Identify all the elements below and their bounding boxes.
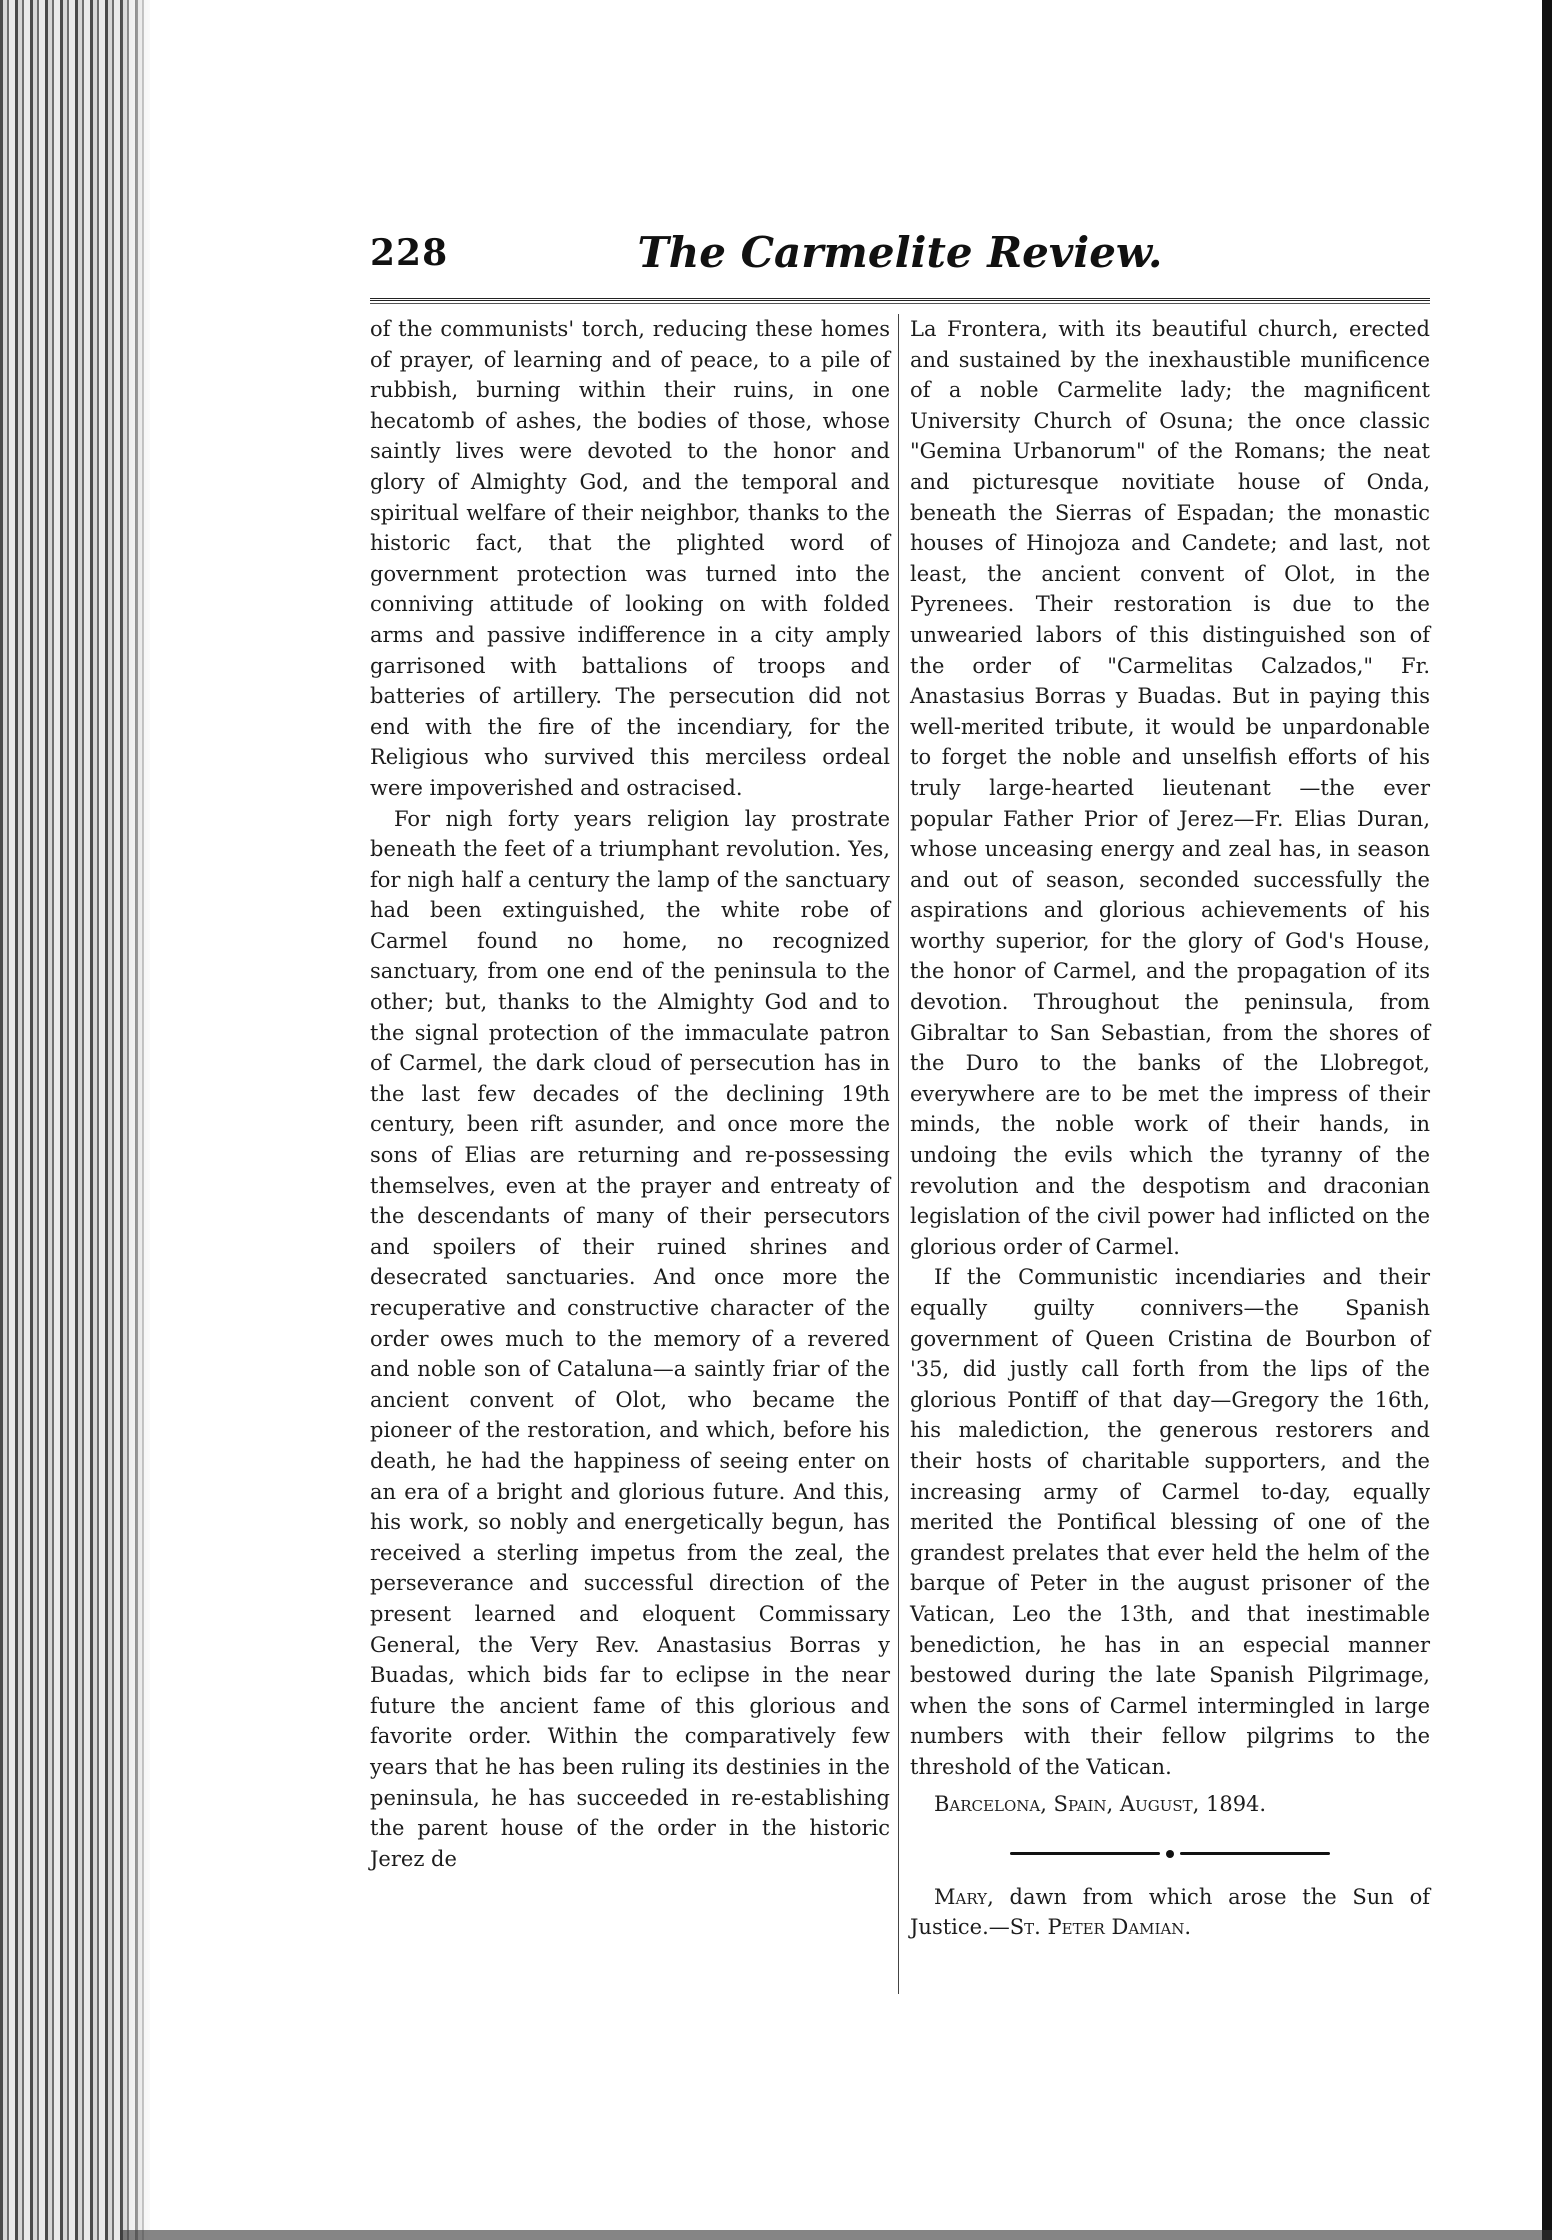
header-rule-thin — [370, 303, 1430, 304]
quote-attribution: St. Peter Damian. — [1009, 1915, 1192, 1940]
paragraph: If the Communistic incendiaries and their equally guilty connivers—the Spanish government of Queen Cristina de Bourbon of '35, did justly call forth from the lips of the glorious Pontiff of that day—Gregory the 16th, his malediction, the generous restorers and their hosts of charitable supporters, and the increasing army of Carmel to-day, equally merited the Pontifical blessing of one of the grandest prelates that ever held the helm of the barque of Peter in the august prisoner of the Vatican, Leo the 13th, and that inestimable benediction, he has in an especial manner bestowed during the late Spanish Pilgrimage, when the sons of Carmel intermingled in large numbers with their fellow pilgrims to the threshold of the Vatican. — [910, 1265, 1430, 1779]
header-rule — [370, 298, 1430, 301]
dateline-place: Barcelona, Spain, — [934, 1791, 1114, 1816]
page-binding-shadow — [120, 0, 160, 2240]
article-columns — [370, 314, 1430, 1943]
dateline-date: August, 1894. — [1119, 1791, 1267, 1816]
printed-page — [370, 228, 1430, 2012]
dateline — [910, 1789, 1430, 1820]
ornament-bar-right — [1180, 1852, 1330, 1855]
right-column — [910, 314, 1430, 1943]
section-ornament — [910, 1837, 1430, 1868]
closing-quote — [910, 1882, 1430, 1943]
quote-text: , dawn from which arose the Sun of Justice.— — [910, 1884, 1430, 1940]
column-divider — [898, 314, 899, 1994]
paragraph: of the communists' torch, reducing these homes of prayer, of learning and of peace, to a pile of rubbish, burning within their ruins, in one hecatomb of ashes, the bodies of those, whose saintly lives were devoted to the honor and glory of Almighty God, and the temporal and spiritual welfare of their neighbor, thanks to the historic fact, that the plighted word of government protection was turned into the conniving attitude of looking on with folded arms and passive indifference in a city amply garrisoned with battalions of troops and batteries of artillery. The persecution did not end with the fire of the incendiary, for the Religious who survived this merciless ordeal were impoverished and ostracised. — [370, 317, 890, 800]
running-title: The Carmelite Review. — [637, 228, 1163, 277]
page-number: 228 — [370, 232, 449, 274]
paragraph: For nigh forty years religion lay prostrate beneath the feet of a triumphant revolution. Yes, for nigh half a century the lamp of the sanctuary had been extinguished, the white robe of Carmel found no home, no recognized sanctuary, from one end of the peninsula to the other; but, thanks to the Almighty God and to the signal protection of the immaculate patron of Carmel, the dark cloud of persecution has in the last few decades of the declining 19th century, been rift asunder, and once more the sons of Elias are returning and re-possessing themselves, even at the prayer and entreaty of the descendants of many of their persecutors and spoilers of their ruined shrines and desecrated sanctuaries. And once more the recuperative and constructive character of the order owes much to the memory of a revered and noble son of Cataluna—a saintly friar of the ancient convent of Olot, who became the pioneer of the restoration, and which, before his death, he had the happiness of seeing enter on an era of a bright and glorious future. And this, his work, so nobly and energetically begun, has received a sterling impetus from the zeal, the perseverance and successful direction of the present learned and eloquent Commissary General, the Very Rev. Anastasius Borras y Buadas, which bids far to eclipse in the near future the ancient fame of this glorious and favorite order. Within the comparatively few years that he has been ruling its destinies in the peninsula, he has succeeded in re-establishing the parent house of the order in the historic Jerez de — [370, 806, 890, 1871]
quote-paragraph — [910, 1882, 1430, 1943]
left-column — [370, 314, 890, 1943]
scan-border-bottom — [120, 2230, 1552, 2240]
ornament-dot — [1166, 1850, 1174, 1858]
paragraph: La Frontera, with its beautiful church, erected and sustained by the inexhaustible munificence of a noble Carmelite lady; the magnificent University Church of Osuna; the once classic "Gemina Urbanorum" of the Romans; the neat and picturesque novitiate house of Onda, beneath the Sierras of Espadan; the monastic houses of Hinojoza and Candete; and last, not least, the ancient convent of Olot, in the Pyrenees. Their restoration is due to the unwearied labors of this distinguished son of the order of "Carmelitas Calzados," Fr. Anastasius Borras y Buadas. But in paying this well-merited tribute, it would be unpardonable to forget the noble and unselfish efforts of his truly large-hearted lieutenant —the ever popular Father Prior of Jerez—Fr. Elias Duran, whose unceasing energy and zeal has, in season and out of season, seconded successfully the aspirations and glorious achievements of his worthy superior, for the glory of God's House, the honor of Carmel, and the propagation of its devotion. Throughout the peninsula, from Gibraltar to San Sebastian, from the shores of the Duro to the banks of the Llobregot, everywhere are to be met the impress of their minds, the noble work of their hands, in undoing the evils which the tyranny of the revolution and the despotism and draconian legislation of the civil power had inflicted on the glorious order of Carmel. — [910, 317, 1430, 1259]
page-header — [370, 228, 1430, 294]
quote-lead-word: Mary — [934, 1884, 988, 1909]
scan-border-right — [1542, 0, 1552, 2240]
ornament-bar-left — [1010, 1852, 1160, 1855]
